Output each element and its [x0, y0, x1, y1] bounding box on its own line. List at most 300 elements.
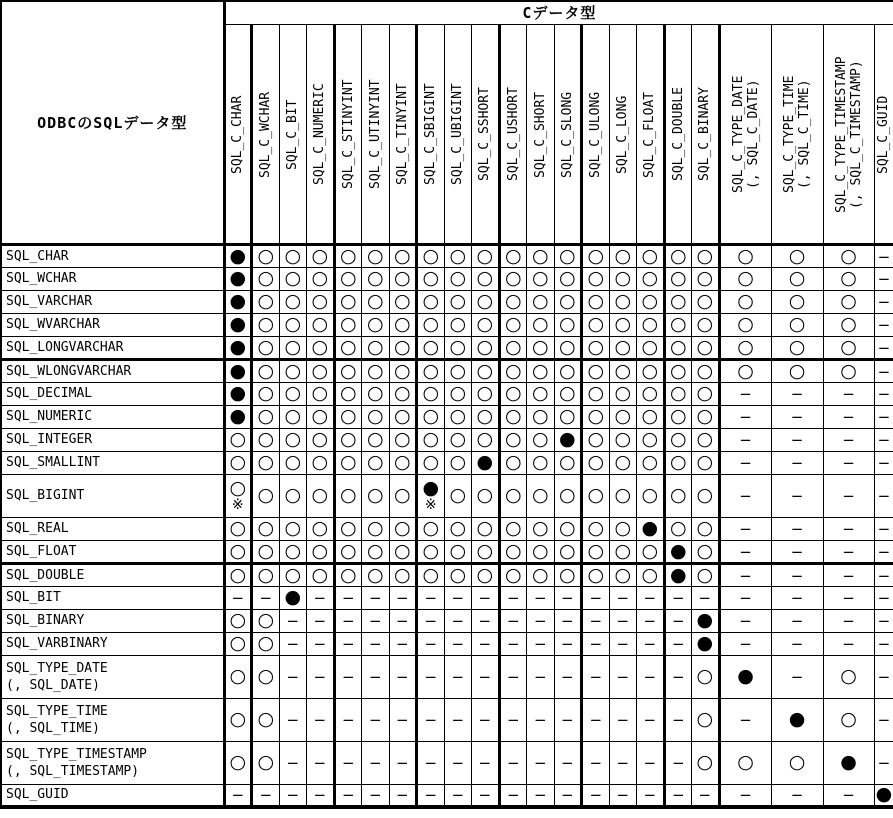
supported-symbol: ○ — [393, 563, 411, 586]
supported-symbol: ○ — [257, 451, 275, 473]
supported-symbol: ○ — [531, 267, 549, 289]
conversion-cell — [637, 540, 665, 563]
conversion-cell — [554, 313, 582, 336]
conversion-cell — [279, 784, 307, 807]
not-supported-symbol: − — [424, 754, 438, 772]
not-supported-symbol: − — [533, 668, 547, 686]
supported-symbol: ○ — [476, 267, 494, 289]
conversion-cell — [389, 586, 417, 609]
conversion-cell — [252, 474, 280, 517]
supported-symbol: ○ — [366, 405, 384, 427]
supported-symbol: ○ — [366, 563, 384, 586]
conversion-cell — [444, 382, 472, 405]
supported-symbol: ○ — [366, 451, 384, 473]
supported-symbol: ○ — [641, 359, 659, 382]
conversion-cell — [771, 655, 823, 698]
supported-symbol: ○ — [696, 267, 714, 289]
conversion-cell — [417, 609, 445, 632]
not-supported-symbol: − — [877, 431, 891, 449]
supported-symbol: ○ — [339, 484, 357, 506]
conversion-cell — [224, 382, 252, 405]
conversion-cell — [307, 428, 335, 451]
conversion-cell — [719, 244, 771, 267]
supported-symbol: ○ — [449, 290, 467, 312]
supported-symbol: ○ — [393, 244, 411, 267]
conversion-cell — [554, 451, 582, 474]
not-supported-symbol: − — [259, 589, 273, 607]
conversion-cell — [527, 359, 555, 382]
conversion-cell — [417, 632, 445, 655]
not-supported-symbol: − — [533, 589, 547, 607]
not-supported-symbol: − — [790, 566, 804, 585]
not-supported-symbol: − — [698, 786, 712, 805]
not-supported-symbol: − — [616, 786, 630, 805]
conversion-cell — [609, 359, 637, 382]
conversion-cell — [472, 563, 500, 586]
not-supported-symbol: − — [231, 786, 245, 805]
conversion-cell — [554, 267, 582, 290]
conversion-cell — [874, 741, 893, 784]
supported-symbol: ○ — [422, 539, 440, 562]
supported-symbol: ○ — [558, 359, 576, 382]
supported-symbol: ○ — [696, 563, 714, 586]
conversion-cell — [637, 632, 665, 655]
table-row — [1, 784, 893, 807]
conversion-cell — [637, 244, 665, 267]
default-conversion-symbol: ● — [669, 539, 687, 562]
conversion-cell — [582, 290, 610, 313]
c-type-column-label — [697, 31, 712, 243]
conversion-cell — [252, 563, 280, 586]
supported-symbol: ○ — [788, 359, 806, 382]
conversion-cell — [499, 609, 527, 632]
conversion-cell — [664, 474, 692, 517]
conversion-cell — [609, 474, 637, 517]
conversion-cell — [609, 517, 637, 540]
supported-symbol: ○ — [422, 428, 440, 450]
conversion-cell — [417, 267, 445, 290]
not-supported-symbol: − — [478, 589, 492, 607]
not-supported-symbol: − — [842, 635, 855, 653]
supported-symbol: ○ — [476, 517, 494, 539]
not-supported-symbol: − — [877, 754, 891, 772]
c-type-column-label — [560, 31, 575, 243]
conversion-cell — [444, 540, 472, 563]
column-label-line1: SQL_C_SHORT — [532, 90, 548, 178]
supported-symbol: ○ — [641, 563, 659, 586]
supported-symbol: ○ — [476, 428, 494, 450]
not-supported-symbol: − — [478, 786, 492, 805]
supported-symbol: ○ — [531, 313, 549, 335]
supported-symbol: ○ — [284, 313, 302, 335]
conversion-cell — [874, 586, 893, 609]
supported-symbol: ○ — [393, 267, 411, 289]
conversion-cell — [499, 563, 527, 586]
conversion-cell — [582, 451, 610, 474]
conversion-cell — [224, 451, 252, 474]
conversion-cell — [582, 359, 610, 382]
conversion-cell — [444, 741, 472, 784]
not-supported-symbol: − — [739, 566, 752, 585]
supported-symbol: ○ — [393, 359, 411, 382]
c-type-column-label — [731, 31, 761, 243]
not-supported-symbol: − — [739, 612, 752, 630]
not-supported-symbol: − — [589, 668, 603, 686]
supported-symbol: ○ — [587, 382, 605, 404]
conversion-cell — [279, 359, 307, 382]
supported-symbol: ○ — [311, 517, 329, 539]
conversion-cell — [224, 359, 252, 382]
supported-symbol: ○ — [558, 382, 576, 404]
supported-symbol: ○ — [311, 290, 329, 312]
supported-symbol: ○ — [422, 290, 440, 312]
conversion-cell — [499, 698, 527, 741]
c-type-column-header — [637, 24, 665, 244]
supported-symbol: ○ — [696, 428, 714, 450]
conversion-cell — [582, 313, 610, 336]
row-label-line1: SQL_DECIMAL — [6, 386, 93, 401]
supported-symbol: ○ — [339, 539, 357, 562]
not-supported-symbol: − — [451, 589, 465, 607]
supported-symbol: ○ — [504, 405, 522, 427]
not-supported-symbol: − — [739, 487, 752, 505]
conversion-cell — [664, 784, 692, 807]
conversion-cell — [389, 741, 417, 784]
conversion-cell — [771, 451, 823, 474]
conversion-cell — [637, 741, 665, 784]
supported-symbol: ○ — [641, 335, 659, 358]
not-supported-symbol: − — [589, 635, 603, 653]
conversion-cell — [224, 336, 252, 359]
supported-symbol: ○ — [669, 451, 687, 473]
table-row — [1, 609, 893, 632]
not-supported-symbol: − — [739, 520, 752, 538]
not-supported-symbol: − — [424, 635, 438, 653]
conversion-cell — [527, 784, 555, 807]
supported-symbol: ○ — [696, 751, 714, 773]
conversion-cell — [362, 382, 390, 405]
not-supported-symbol: − — [341, 786, 355, 805]
row-label-line1: SQL_LONGVARCHAR — [6, 339, 124, 355]
conversion-cell — [874, 698, 893, 741]
default-conversion-symbol: ● — [558, 428, 576, 450]
conversion-cell — [472, 540, 500, 563]
conversion-cell — [252, 655, 280, 698]
supported-symbol: ○ — [641, 244, 659, 267]
conversion-cell — [307, 586, 335, 609]
supported-symbol: ○ — [257, 632, 275, 654]
supported-symbol: ○ — [284, 244, 302, 267]
supported-symbol: ○ — [696, 708, 714, 730]
conversion-cell — [823, 359, 874, 382]
table-row — [1, 290, 893, 313]
not-supported-symbol: − — [842, 454, 855, 472]
conversion-cell — [692, 741, 720, 784]
conversion-cell — [499, 382, 527, 405]
conversion-cell — [279, 586, 307, 609]
row-label-line2: (, SQL_TIMESTAMP) — [6, 763, 140, 779]
conversion-cell — [609, 267, 637, 290]
supported-symbol: ○ — [284, 359, 302, 382]
conversion-cell — [389, 405, 417, 428]
conversion-cell — [527, 563, 555, 586]
conversion-cell — [472, 632, 500, 655]
conversion-cell — [417, 517, 445, 540]
conversion-cell — [664, 336, 692, 359]
supported-symbol: ○ — [669, 313, 687, 335]
not-supported-symbol: − — [739, 408, 752, 426]
conversion-cell — [554, 741, 582, 784]
supported-symbol: ○ — [366, 244, 384, 267]
not-supported-symbol: − — [877, 385, 891, 403]
conversion-cell — [389, 655, 417, 698]
supported-symbol: ○ — [366, 484, 384, 506]
conversion-cell — [874, 336, 893, 359]
conversion-cell — [279, 428, 307, 451]
conversion-cell — [609, 405, 637, 428]
conversion-cell — [771, 290, 823, 313]
column-label-line1: SQL_C_SLONG — [559, 90, 575, 178]
row-label-line1: SQL_FLOAT — [6, 543, 77, 559]
conversion-cell — [362, 267, 390, 290]
row-label-line1: SQL_BIGINT — [6, 488, 85, 503]
conversion-cell — [252, 267, 280, 290]
supported-symbol: ○ — [449, 335, 467, 358]
conversion-cell — [664, 517, 692, 540]
supported-symbol: ○ — [614, 359, 632, 382]
conversion-cell — [472, 784, 500, 807]
conversion-cell — [472, 517, 500, 540]
supported-symbol: ○ — [641, 267, 659, 289]
not-supported-symbol: − — [877, 293, 891, 311]
column-label-line1: SQL_C_LONG — [615, 94, 631, 174]
conversion-cell — [444, 405, 472, 428]
conversion-cell — [334, 609, 362, 632]
supported-symbol: ○ — [284, 382, 302, 404]
supported-symbol: ○ — [614, 382, 632, 404]
not-supported-symbol: − — [877, 487, 891, 505]
supported-symbol: ○ — [339, 335, 357, 358]
table-row — [1, 586, 893, 609]
supported-symbol: ○ — [504, 382, 522, 404]
row-label-line1: SQL_TYPE_TIMESTAMP — [6, 746, 147, 762]
conversion-cell — [389, 632, 417, 655]
supported-symbol: ○ — [449, 563, 467, 586]
conversion-cell — [472, 655, 500, 698]
conversion-cell — [307, 698, 335, 741]
not-supported-symbol: − — [842, 385, 855, 403]
not-supported-symbol: − — [341, 589, 355, 607]
supported-symbol: ○ — [229, 751, 247, 773]
conversion-cell — [823, 741, 874, 784]
supported-symbol: ○ — [840, 267, 857, 289]
sql-type-row-label — [1, 428, 224, 451]
conversion-cell — [664, 563, 692, 586]
sql-type-row-label — [1, 609, 224, 632]
conversion-cell — [362, 405, 390, 428]
conversion-cell — [527, 741, 555, 784]
conversion-cell — [874, 290, 893, 313]
supported-symbol: ○ — [257, 335, 275, 358]
table-body — [1, 244, 893, 807]
conversion-cell — [637, 313, 665, 336]
row-label-line1: SQL_BINARY — [6, 613, 85, 628]
conversion-cell — [823, 474, 874, 517]
column-label-line1: SQL_C_TYPE_DATE — [730, 75, 746, 193]
conversion-cell — [362, 586, 390, 609]
conversion-cell — [823, 290, 874, 313]
supported-symbol: ○ — [669, 267, 687, 289]
supported-symbol: ○ — [788, 290, 806, 312]
supported-symbol: ○ — [229, 708, 247, 730]
conversion-cell — [334, 382, 362, 405]
conversion-cell — [527, 540, 555, 563]
supported-symbol: ○ — [614, 290, 632, 312]
conversion-cell — [527, 698, 555, 741]
column-label-line1: SQL_C_SBIGINT — [423, 83, 439, 185]
c-type-column-label — [506, 31, 521, 243]
row-label-line1: SQL_TYPE_DATE — [6, 660, 108, 676]
conversion-cell — [692, 586, 720, 609]
supported-symbol: ○ — [696, 244, 714, 267]
conversion-cell — [823, 655, 874, 698]
conversion-cell — [527, 586, 555, 609]
conversion-cell — [874, 517, 893, 540]
supported-symbol: ○ — [422, 313, 440, 335]
supported-symbol: ○ — [366, 359, 384, 382]
not-supported-symbol: − — [739, 385, 752, 403]
not-supported-symbol: − — [506, 786, 520, 805]
table-row — [1, 451, 893, 474]
conversion-cell — [472, 382, 500, 405]
supported-symbol: ○ — [311, 335, 329, 358]
default-conversion-symbol: ● — [696, 632, 714, 654]
supported-symbol: ○ — [229, 632, 247, 654]
supported-symbol: ○ — [504, 335, 522, 358]
default-conversion-symbol: ● — [229, 313, 247, 335]
conversion-cell — [499, 632, 527, 655]
supported-symbol: ○ — [558, 451, 576, 473]
conversion-cell — [279, 313, 307, 336]
not-supported-symbol: − — [259, 786, 273, 805]
column-label-line1: SQL_C_STINYINT — [340, 79, 356, 189]
conversion-cell — [527, 382, 555, 405]
row-label-line1: SQL_VARCHAR — [6, 294, 93, 309]
c-type-column-label — [395, 31, 410, 243]
conversion-cell — [307, 609, 335, 632]
sql-type-row-label — [1, 405, 224, 428]
table-row — [1, 563, 893, 586]
not-supported-symbol: − — [589, 754, 603, 772]
not-supported-symbol: − — [424, 668, 438, 686]
conversion-cell — [389, 428, 417, 451]
conversion-cell — [554, 540, 582, 563]
conversion-cell — [334, 336, 362, 359]
not-supported-symbol: − — [671, 612, 685, 630]
sql-type-row-label — [1, 359, 224, 382]
not-supported-symbol: − — [395, 589, 409, 607]
conversion-cell — [582, 741, 610, 784]
conversion-cell — [874, 784, 893, 807]
conversion-cell — [389, 563, 417, 586]
conversion-cell — [279, 540, 307, 563]
not-supported-symbol: − — [643, 612, 657, 630]
supported-symbol: ○ — [531, 517, 549, 539]
row-label-line1: SQL_REAL — [6, 521, 69, 536]
conversion-cell — [224, 540, 252, 563]
not-supported-symbol: − — [506, 612, 520, 630]
conversion-cell — [389, 267, 417, 290]
conversion-cell — [719, 405, 771, 428]
conversion-cell — [554, 359, 582, 382]
not-supported-symbol: − — [506, 754, 520, 772]
c-type-column-header — [362, 24, 390, 244]
conversion-cell — [664, 382, 692, 405]
supported-symbol: ○ — [476, 563, 494, 586]
conversion-cell — [771, 632, 823, 655]
conversion-cell — [664, 405, 692, 428]
conversion-cell — [609, 336, 637, 359]
conversion-cell — [499, 451, 527, 474]
conversion-cell — [279, 655, 307, 698]
supported-symbol: ○ — [339, 517, 357, 539]
conversion-cell — [252, 451, 280, 474]
supported-symbol: ○ — [311, 244, 329, 267]
not-supported-symbol: − — [739, 542, 752, 561]
not-supported-symbol: − — [533, 786, 547, 805]
conversion-cell — [334, 313, 362, 336]
conversion-cell — [527, 632, 555, 655]
conversion-cell — [417, 451, 445, 474]
supported-symbol: ○ — [641, 451, 659, 473]
conversion-cell — [252, 609, 280, 632]
conversion-cell — [252, 336, 280, 359]
not-supported-symbol: − — [877, 711, 891, 729]
supported-symbol: ○ — [476, 539, 494, 562]
column-label-line1: SQL_C_WCHAR — [258, 90, 274, 178]
supported-symbol: ○ — [504, 428, 522, 450]
supported-symbol: ○ — [257, 313, 275, 335]
conversion-cell — [307, 741, 335, 784]
not-supported-symbol: − — [790, 431, 804, 449]
conversion-cell — [362, 428, 390, 451]
conversion-cell — [582, 632, 610, 655]
supported-symbol: ○ — [229, 539, 247, 562]
conversion-cell — [417, 290, 445, 313]
supported-symbol: ○ — [614, 484, 632, 506]
not-supported-symbol: − — [368, 612, 382, 630]
conversion-cell — [692, 540, 720, 563]
column-label-line1: SQL_C_UTINYINT — [367, 79, 383, 189]
conversion-cell — [692, 290, 720, 313]
conversion-cell — [637, 451, 665, 474]
supported-symbol: ○ — [696, 382, 714, 404]
supported-symbol: ○ — [737, 751, 754, 773]
supported-symbol: ○ — [558, 517, 576, 539]
conversion-cell — [719, 741, 771, 784]
supported-symbol: ○ — [339, 405, 357, 427]
not-supported-symbol: − — [877, 542, 891, 561]
note-marker: ※ — [424, 496, 437, 513]
not-supported-symbol: − — [739, 711, 752, 729]
conversion-cell — [224, 563, 252, 586]
supported-symbol: ○ — [840, 708, 857, 730]
supported-symbol: ○ — [422, 244, 440, 267]
conversion-cell — [279, 267, 307, 290]
c-type-column-label — [230, 31, 245, 243]
supported-symbol: ○ — [284, 563, 302, 586]
c-type-column-label — [450, 31, 465, 243]
